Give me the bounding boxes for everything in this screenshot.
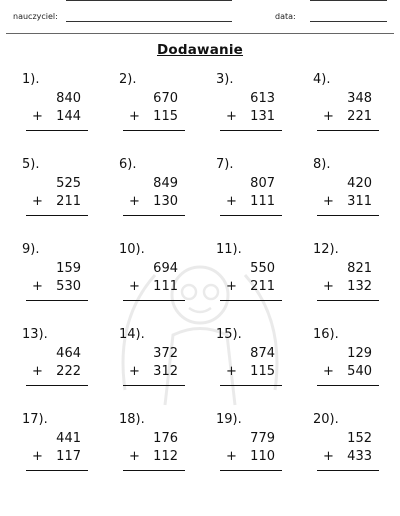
page-title: Dodawanie [156,42,244,58]
problem-17 [22,412,88,482]
first-addend: 420 [347,176,372,191]
answer-line[interactable] [123,130,185,131]
problem-number: 10). [119,242,145,257]
problem-number: 19). [216,412,242,427]
problem-number: 6). [119,157,137,172]
teacher-field-line[interactable] [66,21,232,22]
problem-number: 13). [22,327,48,342]
answer-line[interactable] [220,300,282,301]
second-addend: 312 [153,364,178,379]
problem-10 [119,242,185,312]
problem-number: 3). [216,72,234,87]
answer-line[interactable] [317,470,379,471]
second-addend: 211 [56,194,81,209]
problem-number: 7). [216,157,234,172]
answer-line[interactable] [123,385,185,386]
plus-sign: + [226,449,237,464]
problem-16 [313,327,379,397]
teacher-label: nauczyciel: [13,12,58,21]
problem-number: 1). [22,72,40,87]
first-addend: 779 [250,431,275,446]
answer-line[interactable] [26,130,88,131]
first-addend: 849 [153,176,178,191]
answer-line[interactable] [123,300,185,301]
problem-number: 12). [313,242,339,257]
problem-number: 2). [119,72,137,87]
first-addend: 550 [250,261,275,276]
first-addend: 372 [153,346,178,361]
problem-number: 9). [22,242,40,257]
second-addend: 110 [250,449,275,464]
top-field-line-left [66,0,232,1]
plus-sign: + [323,449,334,464]
answer-line[interactable] [317,130,379,131]
problem-number: 11). [216,242,242,257]
problem-number: 4). [313,72,331,87]
second-addend: 130 [153,194,178,209]
problem-4 [313,72,379,142]
plus-sign: + [226,194,237,209]
problem-number: 17). [22,412,48,427]
second-addend: 530 [56,279,81,294]
problem-3 [216,72,282,142]
answer-line[interactable] [26,215,88,216]
plus-sign: + [323,279,334,294]
problem-number: 8). [313,157,331,172]
plus-sign: + [129,109,140,124]
answer-line[interactable] [26,300,88,301]
plus-sign: + [226,109,237,124]
problem-number: 5). [22,157,40,172]
problem-2 [119,72,185,142]
first-addend: 694 [153,261,178,276]
first-addend: 525 [56,176,81,191]
plus-sign: + [129,364,140,379]
first-addend: 840 [56,91,81,106]
plus-sign: + [32,279,43,294]
answer-line[interactable] [123,470,185,471]
second-addend: 311 [347,194,372,209]
first-addend: 821 [347,261,372,276]
plus-sign: + [323,109,334,124]
problem-19 [216,412,282,482]
date-label: data: [275,12,296,21]
second-addend: 111 [153,279,178,294]
first-addend: 348 [347,91,372,106]
second-addend: 144 [56,109,81,124]
second-addend: 540 [347,364,372,379]
problem-7 [216,157,282,227]
problem-8 [313,157,379,227]
problem-9 [22,242,88,312]
first-addend: 613 [250,91,275,106]
plus-sign: + [323,194,334,209]
answer-line[interactable] [220,470,282,471]
plus-sign: + [226,364,237,379]
problem-number: 16). [313,327,339,342]
problem-6 [119,157,185,227]
second-addend: 433 [347,449,372,464]
plus-sign: + [32,364,43,379]
plus-sign: + [226,279,237,294]
plus-sign: + [32,194,43,209]
problem-11 [216,242,282,312]
second-addend: 222 [56,364,81,379]
plus-sign: + [129,279,140,294]
date-field-line[interactable] [310,21,387,22]
second-addend: 115 [250,364,275,379]
plus-sign: + [323,364,334,379]
problem-number: 20). [313,412,339,427]
problem-number: 18). [119,412,145,427]
problem-13 [22,327,88,397]
first-addend: 441 [56,431,81,446]
problem-12 [313,242,379,312]
second-addend: 211 [250,279,275,294]
first-addend: 159 [56,261,81,276]
problem-20 [313,412,379,482]
answer-line[interactable] [220,130,282,131]
answer-line[interactable] [220,215,282,216]
first-addend: 670 [153,91,178,106]
answer-line[interactable] [317,215,379,216]
first-addend: 807 [250,176,275,191]
first-addend: 176 [153,431,178,446]
problem-14 [119,327,185,397]
second-addend: 112 [153,449,178,464]
second-addend: 117 [56,449,81,464]
answer-line[interactable] [26,385,88,386]
second-addend: 111 [250,194,275,209]
second-addend: 221 [347,109,372,124]
header-divider [6,33,394,34]
plus-sign: + [32,109,43,124]
answer-line[interactable] [220,385,282,386]
answer-line[interactable] [317,385,379,386]
answer-line[interactable] [26,470,88,471]
second-addend: 132 [347,279,372,294]
problem-number: 14). [119,327,145,342]
first-addend: 152 [347,431,372,446]
second-addend: 131 [250,109,275,124]
first-addend: 129 [347,346,372,361]
plus-sign: + [129,449,140,464]
plus-sign: + [32,449,43,464]
problem-1 [22,72,88,142]
first-addend: 464 [56,346,81,361]
problem-5 [22,157,88,227]
problem-number: 15). [216,327,242,342]
problem-15 [216,327,282,397]
top-field-line-right [310,0,387,1]
answer-line[interactable] [123,215,185,216]
problem-18 [119,412,185,482]
first-addend: 874 [250,346,275,361]
answer-line[interactable] [317,300,379,301]
second-addend: 115 [153,109,178,124]
plus-sign: + [129,194,140,209]
